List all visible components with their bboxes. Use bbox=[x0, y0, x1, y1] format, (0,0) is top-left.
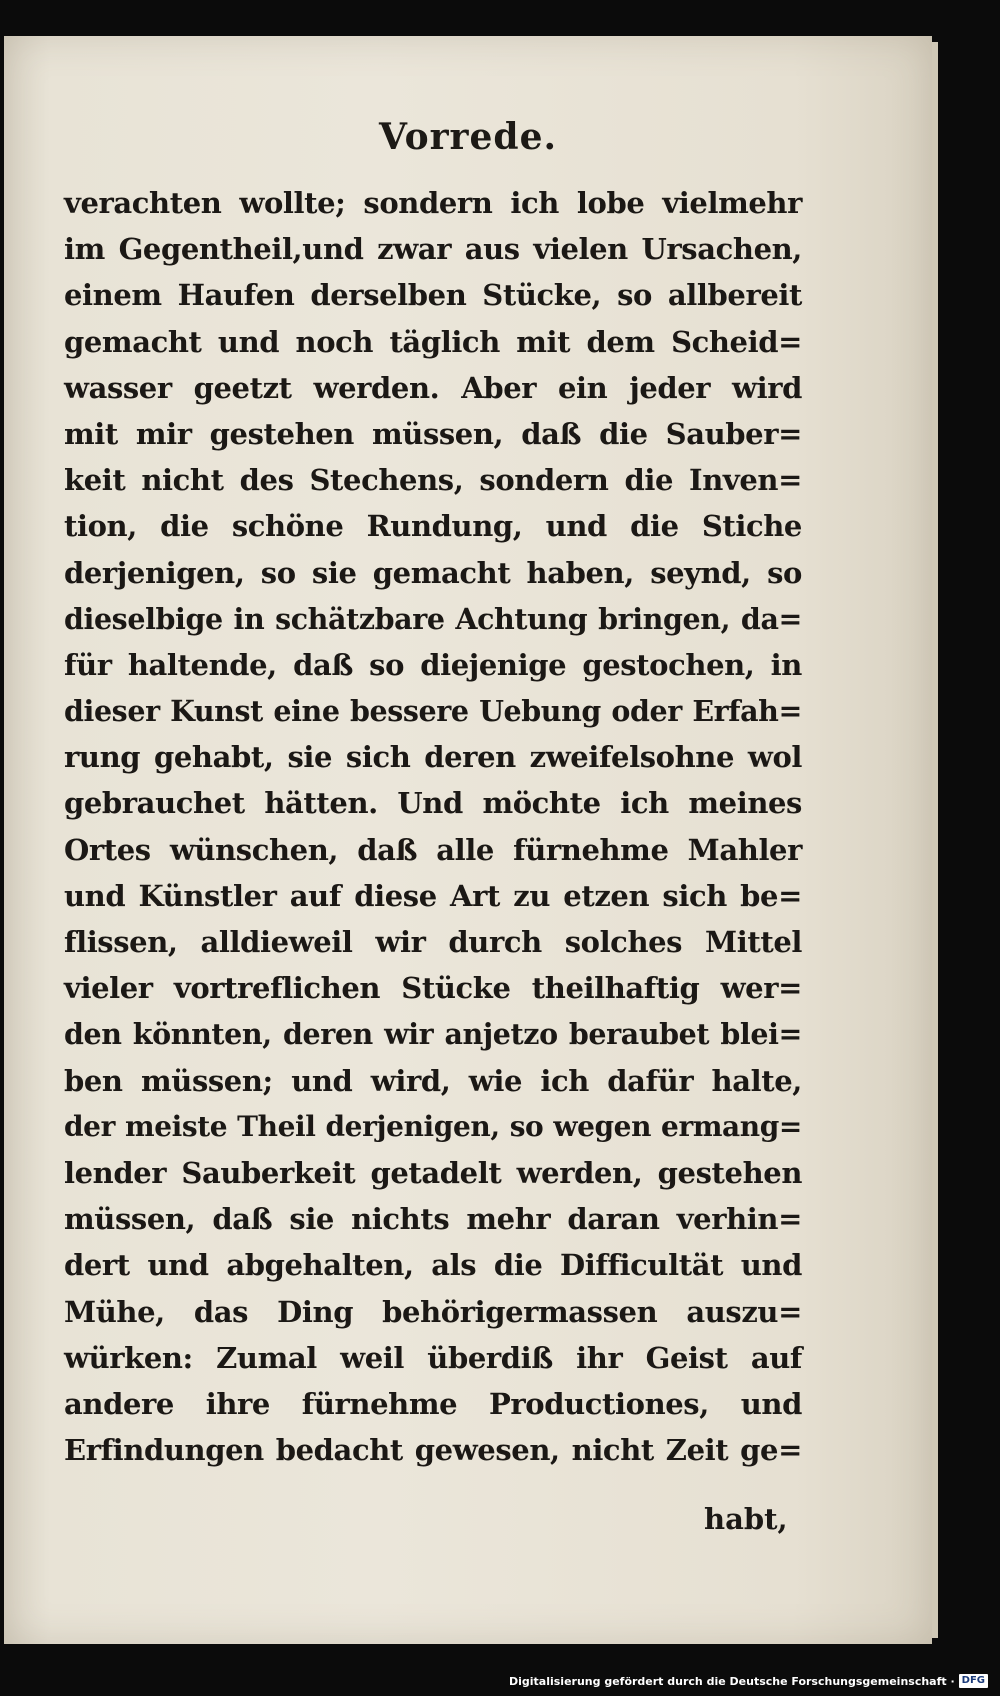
text-line: und Künstler auf diese Art zu etzen sich be= bbox=[64, 878, 802, 913]
text-line: mit mir gestehen müssen, daß die Sauber= bbox=[64, 416, 802, 451]
text-line: gemacht und noch täglich mit dem Scheid= bbox=[64, 324, 802, 359]
text-line: den könnten, deren wir anjetzo beraubet blei= bbox=[64, 1017, 802, 1052]
credit-text: Digitalisierung gefördert durch die Deutsche Forschungsgemeinschaft · bbox=[508, 1674, 955, 1688]
body-text bbox=[64, 180, 802, 1473]
text-line: für haltende, daß so diejenige gestochen, in bbox=[64, 647, 802, 682]
digitization-credit bbox=[509, 1672, 988, 1690]
running-head: Vorrede. bbox=[378, 116, 558, 158]
text-line: im Gegentheil,und zwar aus vielen Ursachen, bbox=[64, 232, 802, 267]
text-line: müssen, daß sie nichts mehr daran verhin= bbox=[64, 1202, 802, 1237]
text-line: vieler vortreflichen Stücke theilhaftig wer= bbox=[64, 971, 802, 1006]
text-line: Ortes wünschen, daß alle fürnehme Mahler bbox=[64, 832, 802, 867]
dfg-logo: DFG bbox=[959, 1674, 988, 1688]
book-page bbox=[4, 36, 932, 1644]
text-line: dieser Kunst eine bessere Uebung oder Erfah= bbox=[64, 694, 802, 729]
text-line: einem Haufen derselben Stücke, so allbereit bbox=[64, 278, 802, 313]
text-line: Mühe, das Ding behörigermassen auszu= bbox=[64, 1294, 802, 1329]
text-line: verachten wollte; sondern ich lobe vielmehr bbox=[64, 186, 802, 220]
text-line: lender Sauberkeit getadelt werden, gestehen bbox=[64, 1155, 802, 1190]
text-line: andere ihre fürnehme Productiones, und bbox=[64, 1386, 802, 1421]
text-line: der meiste Theil derjenigen, so wegen ermang= bbox=[64, 1109, 802, 1143]
text-line: würken: Zumal weil überdiß ihr Geist auf bbox=[64, 1340, 802, 1375]
catchword: habt, bbox=[704, 1502, 788, 1536]
text-line: rung gehabt, sie sich deren zweifelsohne wol bbox=[64, 740, 802, 775]
text-line: dert und abgehalten, als die Difficultät und bbox=[64, 1248, 802, 1283]
text-line: tion, die schöne Rundung, und die Stiche bbox=[64, 509, 802, 544]
text-line: Erfindungen bedacht gewesen, nicht Zeit ge= bbox=[64, 1433, 802, 1468]
text-line: keit nicht des Stechens, sondern die Inven= bbox=[64, 463, 802, 498]
text-line: flissen, alldieweil wir durch solches Mittel bbox=[64, 925, 802, 959]
text-line: derjenigen, so sie gemacht haben, seynd, so bbox=[64, 555, 802, 590]
text-line: ben müssen; und wird, wie ich dafür halte, bbox=[64, 1063, 802, 1098]
text-line: gebrauchet hätten. Und möchte ich meines bbox=[64, 786, 802, 821]
text-line: dieselbige in schätzbare Achtung bringen, da= bbox=[64, 601, 802, 636]
text-line: wasser geetzt werden. Aber ein jeder wird bbox=[64, 370, 802, 405]
